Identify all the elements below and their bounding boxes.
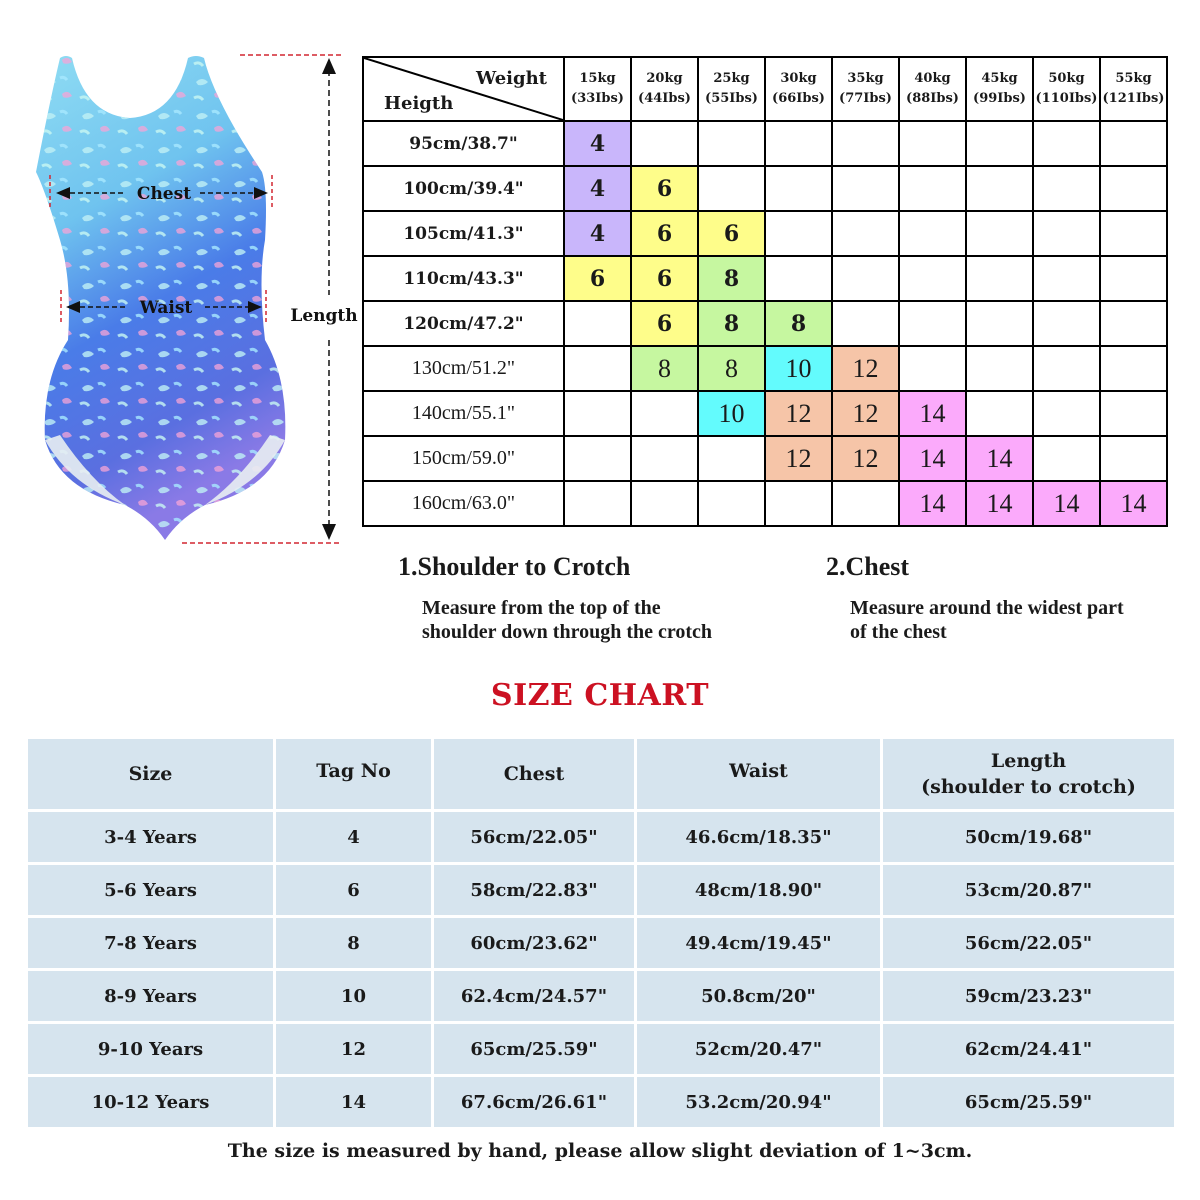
- tag-cell: 6: [631, 256, 698, 301]
- weight-lbs: (66Ibs): [772, 91, 825, 106]
- empty-cell: [832, 481, 899, 526]
- size-cell: 3-4 Years: [28, 812, 273, 862]
- empty-cell: [1100, 166, 1167, 211]
- weight-column-header: [564, 57, 631, 121]
- leotard-illustration: [0, 40, 360, 560]
- grid-row: [363, 436, 1167, 481]
- weight-lbs: (88Ibs): [906, 91, 959, 106]
- empty-cell: [765, 211, 832, 256]
- weight-column-header: [899, 57, 966, 121]
- empty-cell: [1100, 211, 1167, 256]
- empty-cell: [966, 256, 1033, 301]
- waist-cell: 50.8cm/20": [637, 971, 880, 1021]
- empty-cell: [1033, 211, 1100, 256]
- empty-cell: [966, 211, 1033, 256]
- weight-kg: 55kg: [1115, 71, 1152, 86]
- tag-cell: 14: [966, 481, 1033, 526]
- weight-kg: 30kg: [780, 71, 817, 86]
- weight-kg: 50kg: [1048, 71, 1085, 86]
- length-cell: 56cm/22.05": [883, 918, 1174, 968]
- empty-cell: [631, 481, 698, 526]
- empty-cell: [899, 346, 966, 391]
- waist-cell: 48cm/18.90": [637, 865, 880, 915]
- weight-column-header: [1033, 57, 1100, 121]
- weight-lbs: (121Ibs): [1102, 91, 1165, 106]
- tag-cell: 8: [698, 301, 765, 346]
- size-row: [28, 812, 1174, 862]
- weight-column-header: [631, 57, 698, 121]
- empty-cell: [966, 166, 1033, 211]
- empty-cell: [1100, 301, 1167, 346]
- tag-no-cell: 4: [276, 812, 431, 862]
- empty-cell: [1100, 391, 1167, 436]
- height-label: 105cm/41.3": [363, 211, 564, 256]
- empty-cell: [564, 301, 631, 346]
- size-row: [28, 971, 1174, 1021]
- height-label: 120cm/47.2": [363, 301, 564, 346]
- empty-cell: [899, 211, 966, 256]
- grid-row: [363, 256, 1167, 301]
- length-label: Length: [290, 306, 358, 326]
- empty-cell: [1033, 301, 1100, 346]
- tag-cell: 8: [698, 346, 765, 391]
- tag-cell: 14: [1100, 481, 1167, 526]
- empty-cell: [832, 121, 899, 166]
- empty-cell: [564, 391, 631, 436]
- weight-column-header: [966, 57, 1033, 121]
- note-line: Measure from the top of the: [422, 597, 661, 619]
- height-label: 150cm/59.0": [363, 436, 564, 481]
- empty-cell: [631, 121, 698, 166]
- grid-row: [363, 121, 1167, 166]
- height-axis-label: Heigth: [384, 93, 454, 114]
- tag-cell: 4: [564, 211, 631, 256]
- empty-cell: [698, 166, 765, 211]
- weight-kg: 40kg: [914, 71, 951, 86]
- chest-cell: 62.4cm/24.57": [434, 971, 634, 1021]
- chest-label: Chest: [136, 184, 192, 204]
- empty-cell: [899, 256, 966, 301]
- header-tag-no: Tag No: [276, 739, 431, 809]
- empty-cell: [564, 436, 631, 481]
- weight-column-header: [698, 57, 765, 121]
- size-row: [28, 918, 1174, 968]
- header-length-label: Length: [990, 750, 1067, 772]
- tag-cell: 8: [765, 301, 832, 346]
- grid-corner-cell: [363, 57, 564, 121]
- empty-cell: [966, 301, 1033, 346]
- waist-cell: 46.6cm/18.35": [637, 812, 880, 862]
- empty-cell: [564, 346, 631, 391]
- tag-no-cell: 8: [276, 918, 431, 968]
- note-line: shoulder down through the crotch: [422, 621, 713, 643]
- height-label: 110cm/43.3": [363, 256, 564, 301]
- empty-cell: [698, 481, 765, 526]
- size-chart-title: SIZE CHART: [490, 678, 710, 713]
- empty-cell: [1033, 346, 1100, 391]
- grid-row: [363, 166, 1167, 211]
- tag-cell: 14: [899, 481, 966, 526]
- note-line: Measure around the widest part: [850, 597, 1124, 619]
- chest-cell: 56cm/22.05": [434, 812, 634, 862]
- tag-cell: 8: [698, 256, 765, 301]
- tag-cell: 10: [698, 391, 765, 436]
- weight-kg: 45kg: [981, 71, 1018, 86]
- weight-column-header: [765, 57, 832, 121]
- empty-cell: [899, 121, 966, 166]
- tag-cell: 14: [899, 391, 966, 436]
- note-line: of the chest: [850, 621, 947, 643]
- empty-cell: [698, 436, 765, 481]
- weight-kg: 25kg: [713, 71, 750, 86]
- weight-kg: 35kg: [847, 71, 884, 86]
- size-chart-table: [25, 736, 1177, 1130]
- tag-cell: 12: [765, 436, 832, 481]
- weight-kg: 20kg: [646, 71, 683, 86]
- weight-kg: 15kg: [579, 71, 616, 86]
- empty-cell: [832, 301, 899, 346]
- header-chest: Chest: [434, 739, 634, 809]
- note-title: 1.Shoulder to Crotch: [398, 552, 631, 581]
- chest-cell: 60cm/23.62": [434, 918, 634, 968]
- chest-cell: 67.6cm/26.61": [434, 1077, 634, 1127]
- weight-lbs: (44Ibs): [638, 91, 691, 106]
- note-chest: [826, 552, 1196, 644]
- weight-lbs: (33Ibs): [571, 91, 624, 106]
- empty-cell: [966, 346, 1033, 391]
- height-label: 95cm/38.7": [363, 121, 564, 166]
- length-cell: 53cm/20.87": [883, 865, 1174, 915]
- leotard-diagram: [0, 40, 360, 560]
- tag-cell: 14: [899, 436, 966, 481]
- empty-cell: [765, 121, 832, 166]
- size-row: [28, 1024, 1174, 1074]
- size-cell: 9-10 Years: [28, 1024, 273, 1074]
- grid-row: [363, 481, 1167, 526]
- length-cell: 59cm/23.23": [883, 971, 1174, 1021]
- empty-cell: [1033, 166, 1100, 211]
- size-chart-header-row: [28, 739, 1174, 809]
- empty-cell: [899, 166, 966, 211]
- waist-label: Waist: [139, 298, 193, 318]
- empty-cell: [966, 391, 1033, 436]
- note-title: 2.Chest: [826, 552, 910, 581]
- length-cell: 50cm/19.68": [883, 812, 1174, 862]
- tag-cell: 6: [698, 211, 765, 256]
- weight-axis-label: Weight: [475, 68, 547, 89]
- weight-lbs: (99Ibs): [973, 91, 1026, 106]
- tag-cell: 4: [564, 166, 631, 211]
- note-text: [422, 596, 798, 644]
- weight-lbs: (55Ibs): [705, 91, 758, 106]
- tag-cell: 12: [765, 391, 832, 436]
- empty-cell: [698, 121, 765, 166]
- header-waist: Waist: [637, 739, 880, 809]
- tag-no-cell: 10: [276, 971, 431, 1021]
- height-label: 100cm/39.4": [363, 166, 564, 211]
- empty-cell: [1033, 391, 1100, 436]
- size-cell: 10-12 Years: [28, 1077, 273, 1127]
- height-label: 140cm/55.1": [363, 391, 564, 436]
- tag-cell: 14: [1033, 481, 1100, 526]
- tag-cell: 6: [631, 301, 698, 346]
- tag-cell: 6: [631, 166, 698, 211]
- empty-cell: [765, 166, 832, 211]
- empty-cell: [1033, 436, 1100, 481]
- chest-cell: 65cm/25.59": [434, 1024, 634, 1074]
- length-cell: 62cm/24.41": [883, 1024, 1174, 1074]
- header-length: [883, 739, 1174, 809]
- waist-cell: 49.4cm/19.45": [637, 918, 880, 968]
- tag-cell: 12: [832, 391, 899, 436]
- grid-row: [363, 211, 1167, 256]
- chest-cell: 58cm/22.83": [434, 865, 634, 915]
- header-length-sub: (shoulder to crotch): [921, 776, 1136, 798]
- empty-cell: [631, 436, 698, 481]
- note-shoulder-to-crotch: [398, 552, 798, 644]
- height-label: 130cm/51.2": [363, 346, 564, 391]
- tag-cell: 10: [765, 346, 832, 391]
- empty-cell: [1100, 346, 1167, 391]
- empty-cell: [1100, 256, 1167, 301]
- tag-cell: 6: [631, 211, 698, 256]
- tag-cell: 12: [832, 346, 899, 391]
- tag-no-cell: 12: [276, 1024, 431, 1074]
- tag-no-cell: 14: [276, 1077, 431, 1127]
- tag-cell: 14: [966, 436, 1033, 481]
- arrow-down-icon: [322, 524, 336, 540]
- measurement-disclaimer: The size is measured by hand, please allow slight deviation of 1~3cm.: [227, 1140, 973, 1162]
- size-cell: 8-9 Years: [28, 971, 273, 1021]
- tag-cell: 6: [564, 256, 631, 301]
- empty-cell: [1100, 436, 1167, 481]
- weight-column-header: [832, 57, 899, 121]
- weight-lbs: (110Ibs): [1035, 91, 1098, 106]
- height-label: 160cm/63.0": [363, 481, 564, 526]
- empty-cell: [765, 256, 832, 301]
- weight-column-header: [1100, 57, 1167, 121]
- empty-cell: [966, 121, 1033, 166]
- weight-lbs: (77Ibs): [839, 91, 892, 106]
- empty-cell: [1033, 256, 1100, 301]
- grid-header-row: [363, 57, 1167, 121]
- size-cell: 7-8 Years: [28, 918, 273, 968]
- length-cell: 65cm/25.59": [883, 1077, 1174, 1127]
- tag-cell: 8: [631, 346, 698, 391]
- empty-cell: [899, 301, 966, 346]
- empty-cell: [832, 211, 899, 256]
- empty-cell: [832, 166, 899, 211]
- empty-cell: [564, 481, 631, 526]
- waist-cell: 52cm/20.47": [637, 1024, 880, 1074]
- empty-cell: [1100, 121, 1167, 166]
- tag-no-cell: 6: [276, 865, 431, 915]
- size-row: [28, 865, 1174, 915]
- grid-row: [363, 346, 1167, 391]
- waist-cell: 53.2cm/20.94": [637, 1077, 880, 1127]
- arrow-up-icon: [322, 58, 336, 74]
- tag-cell: 12: [832, 436, 899, 481]
- grid-row: [363, 391, 1167, 436]
- size-cell: 5-6 Years: [28, 865, 273, 915]
- header-size: Size: [28, 739, 273, 809]
- empty-cell: [1033, 121, 1100, 166]
- size-row: [28, 1077, 1174, 1127]
- empty-cell: [832, 256, 899, 301]
- empty-cell: [631, 391, 698, 436]
- grid-row: [363, 301, 1167, 346]
- weight-height-grid: [362, 56, 1168, 527]
- empty-cell: [765, 481, 832, 526]
- note-text: [850, 596, 1196, 644]
- tag-cell: 4: [564, 121, 631, 166]
